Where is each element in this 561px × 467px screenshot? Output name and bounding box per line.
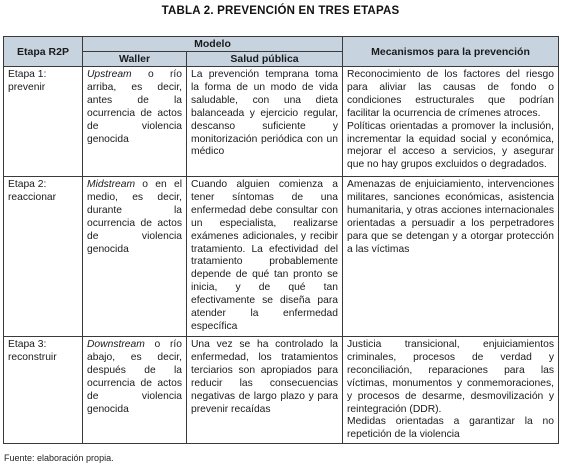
waller-cell	[83, 67, 187, 177]
table-row	[4, 177, 559, 337]
waller-text: o río arriba, es decir, antes de la ocurrencia de actos de violencia genocida	[87, 69, 182, 145]
table-row	[4, 337, 559, 444]
mechanisms-cell	[343, 67, 559, 177]
stage-cell: Etapa 2: reaccionar	[4, 177, 83, 337]
mechanism-paragraph: Justicia transicional, enjuiciamientos criminales, procesos de verdad y reconciliación, reparaciones para las víctimas, monumentos y conmemoraciones, y procesos de desarme, desmovilización y reintegración (DDR).	[347, 339, 554, 415]
waller-term: Upstream	[87, 69, 132, 80]
stage-cell: Etapa 3: reconstruir	[4, 337, 83, 444]
mechanisms-cell	[343, 337, 559, 444]
source-note: Fuente: elaboración propia.	[4, 453, 114, 463]
stage-cell: Etapa 1: prevenir	[4, 67, 83, 177]
mechanism-paragraph: Políticas orientadas a promover la inclusión, incrementar la equidad social y económica, mejorar el acceso a servicios, y asegurar que no hay grupos excluidos o degradados.	[347, 120, 554, 171]
waller-text: o en el medio, es decir, durante la ocurrencia de actos de violencia genocida	[87, 179, 182, 255]
salud-cell: La prevención temprana toma la forma de un modo de vida saludable, con una dieta balanceada y ejercicio regular, descanso suficiente y monitorización periódica con un médico	[187, 67, 343, 177]
table-title: TABLA 2. PREVENCIÓN EN TRES ETAPAS	[161, 5, 400, 17]
mechanisms-cell	[343, 177, 559, 337]
header-model: Modelo	[83, 37, 343, 52]
waller-term: Downstream	[87, 339, 145, 350]
waller-cell	[83, 177, 187, 337]
header-salud: Salud pública	[187, 52, 343, 67]
salud-cell: Una vez se ha controlado la enfermedad, los tratamientos terciarios son apropiados para reducir las consecuencias negativas de largo plazo y para prevenir recaídas	[187, 337, 343, 444]
mechanism-paragraph: Amenazas de enjuiciamiento, intervenciones militares, sanciones económicas, asistencia humanitaria, y otras acciones internacionales orientadas a persuadir a los perpetradores para que se detengan y a otorgar protección a las víctimas	[347, 179, 554, 255]
header-stage: Etapa R2P	[4, 37, 83, 67]
mechanism-paragraph: Medidas orientadas a garantizar la no repetición de la violencia	[347, 416, 554, 441]
header-waller: Waller	[83, 52, 187, 67]
prevention-table	[3, 36, 559, 444]
waller-text: o río abajo, es decir, después de la ocurrencia de actos de violencia genocida	[87, 339, 182, 415]
header-mechanisms: Mecanismos para la prevención	[343, 37, 559, 67]
salud-cell: Cuando alguien comienza a tener síntomas de una enfermedad debe consultar con un especialista, realizarse exámenes adicionales, y recibir tratamiento. La efectividad del tratamiento probablemente depende de qué tan pronto se inicia, y de qué tan efectivamente se diseña para atender la enfermedad específica	[187, 177, 343, 337]
table-row	[4, 67, 559, 177]
waller-term: Midstream	[87, 179, 136, 190]
waller-cell	[83, 337, 187, 444]
mechanism-paragraph: Reconocimiento de los factores del riesgo para aliviar las causas de fondo o condiciones estructurales que podrían facilitar la ocurrencia de crímenes atroces.	[347, 69, 554, 119]
